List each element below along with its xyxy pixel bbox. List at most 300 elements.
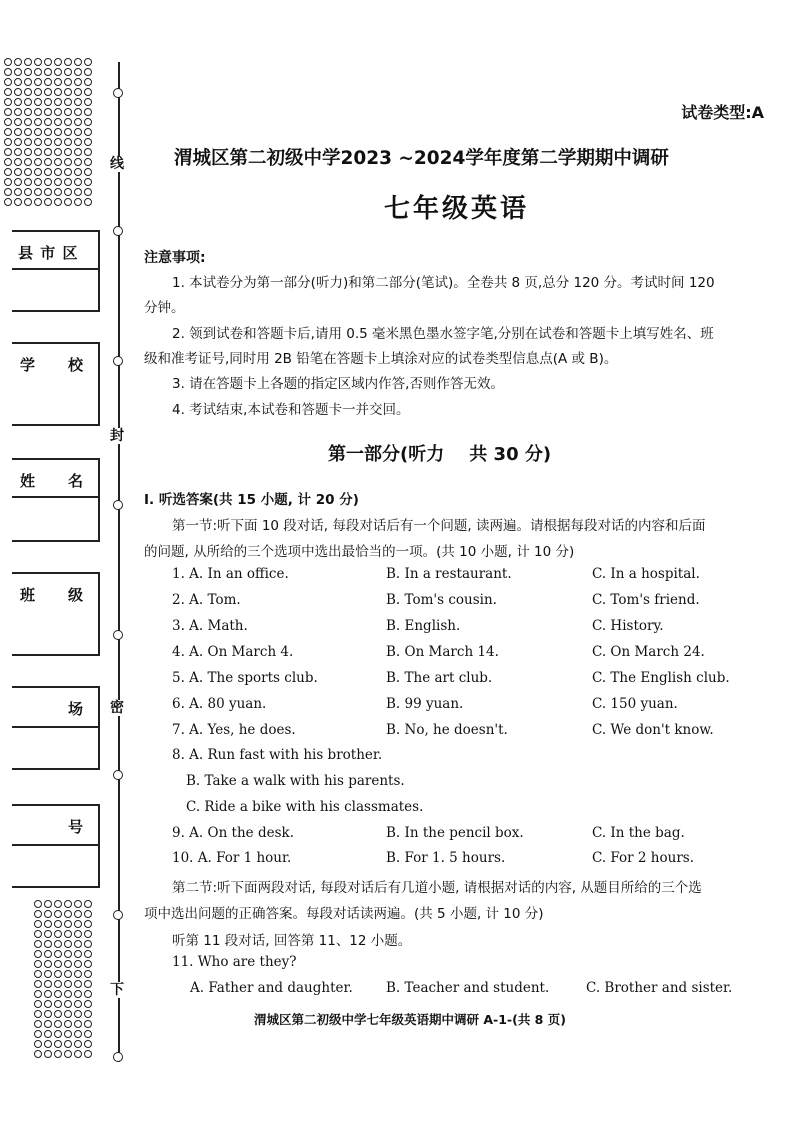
binding-dot [64, 58, 72, 66]
binding-dot [64, 1030, 72, 1038]
binding-dot [64, 950, 72, 958]
binding-dot [4, 68, 12, 76]
binding-dot [44, 178, 52, 186]
binding-dot [64, 990, 72, 998]
binding-dot [14, 198, 22, 206]
q8-option-a: 8. A. Run fast with his brother. [172, 747, 383, 763]
binding-dot [54, 118, 62, 126]
binding-dot [44, 1050, 52, 1058]
binding-dot [64, 910, 72, 918]
binding-dot [64, 940, 72, 948]
binding-circle [113, 630, 123, 640]
binding-dot [64, 198, 72, 206]
binding-dot [14, 88, 22, 96]
binding-dot [44, 98, 52, 106]
binding-dot [24, 178, 32, 186]
binding-dot [14, 58, 22, 66]
binding-dot [24, 78, 32, 86]
binding-dot [74, 960, 82, 968]
question-option-a: 6. A. 80 yuan. [172, 696, 267, 712]
binding-dot [44, 920, 52, 928]
binding-dot [4, 88, 12, 96]
binding-dot [44, 1000, 52, 1008]
binding-dot [84, 78, 92, 86]
binding-dot-pattern [34, 900, 94, 1060]
exam-room-label: 场 [67, 700, 84, 718]
binding-dot [74, 188, 82, 196]
binding-dot [84, 98, 92, 106]
seal-char-feng: 封 [110, 428, 124, 444]
question-option-a: 2. A. Tom. [172, 592, 241, 608]
binding-circle [113, 500, 123, 510]
binding-dot [84, 1050, 92, 1058]
binding-dot [64, 178, 72, 186]
binding-dot [54, 168, 62, 176]
binding-dot [74, 178, 82, 186]
binding-dot [64, 1000, 72, 1008]
seal-char-mi: 密 [110, 700, 124, 716]
binding-dot [64, 88, 72, 96]
binding-dot [54, 98, 62, 106]
binding-circle [113, 910, 123, 920]
q11-option-b: B. Teacher and student. [386, 980, 550, 996]
binding-dot [34, 990, 42, 998]
binding-dot [74, 950, 82, 958]
question-option-c: C. The English club. [592, 670, 730, 686]
binding-dot [84, 1010, 92, 1018]
binding-dot [64, 900, 72, 908]
binding-dot [54, 920, 62, 928]
binding-dot [74, 158, 82, 166]
binding-dot [34, 198, 42, 206]
binding-dot [34, 108, 42, 116]
binding-dot [44, 900, 52, 908]
binding-dot [54, 1030, 62, 1038]
note-4: 4. 考试结束,本试卷和答题卡一并交回。 [172, 402, 410, 418]
binding-dot [54, 1050, 62, 1058]
binding-dot [64, 108, 72, 116]
note-2-cont: 级和准考证号,同时用 2B 铅笔在答题卡上填涂对应的试卷类型信息点(A 或 B)。 [144, 351, 618, 367]
binding-dot [34, 920, 42, 928]
binding-dot [74, 940, 82, 948]
binding-dot [54, 158, 62, 166]
binding-dot [74, 1050, 82, 1058]
binding-dot [24, 88, 32, 96]
binding-dot [4, 198, 12, 206]
binding-dot [74, 900, 82, 908]
binding-dot [44, 990, 52, 998]
binding-dot [84, 920, 92, 928]
binding-dot [74, 108, 82, 116]
binding-dot [54, 970, 62, 978]
binding-dot [84, 900, 92, 908]
binding-dot [34, 970, 42, 978]
binding-dot [14, 158, 22, 166]
binding-dot [34, 960, 42, 968]
binding-dot [4, 168, 12, 176]
seal-char-xia: 下 [110, 982, 124, 998]
binding-dot [34, 98, 42, 106]
binding-dot [74, 78, 82, 86]
question-option-c: C. In a hospital. [592, 566, 700, 582]
binding-dot [34, 138, 42, 146]
binding-dot [54, 138, 62, 146]
binding-dot [74, 118, 82, 126]
binding-dot [84, 970, 92, 978]
binding-dot [64, 1020, 72, 1028]
page-footer: 渭城区第二初级中学七年级英语期中调研 A-1-(共 8 页) [254, 1012, 566, 1027]
class-field [12, 572, 100, 656]
binding-dot [34, 900, 42, 908]
binding-dot [34, 980, 42, 988]
binding-dot [64, 920, 72, 928]
exam-number-label: 号 [67, 818, 84, 836]
binding-dot [4, 58, 12, 66]
binding-dot [14, 178, 22, 186]
binding-dot [84, 58, 92, 66]
school-title: 渭城区第二初级中学2023 ~2024学年度第二学期期中调研 [174, 148, 669, 169]
binding-dot [34, 148, 42, 156]
question-option-c: C. We don't know. [592, 722, 714, 738]
question-option-c: C. In the bag. [592, 825, 685, 841]
binding-dot [64, 78, 72, 86]
binding-dot [54, 58, 62, 66]
binding-dot [14, 168, 22, 176]
binding-dot [34, 128, 42, 136]
binding-dot [34, 78, 42, 86]
binding-dot [44, 78, 52, 86]
binding-dot [14, 138, 22, 146]
q11-option-c: C. Brother and sister. [586, 980, 733, 996]
binding-dot [54, 68, 62, 76]
binding-dot [74, 930, 82, 938]
sub1-instruction: 第一节:听下面 10 段对话, 每段对话后有一个问题, 读两遍。请根据每段对话的内容和后面 [172, 518, 706, 534]
binding-dot [64, 158, 72, 166]
paper-type: 试卷类型:A [681, 103, 764, 122]
binding-dot [74, 98, 82, 106]
binding-dot [64, 138, 72, 146]
binding-dot [54, 910, 62, 918]
binding-dot [74, 1010, 82, 1018]
binding-dot [74, 1040, 82, 1048]
binding-dot [14, 78, 22, 86]
binding-dot-pattern [4, 58, 94, 208]
binding-dot [64, 98, 72, 106]
binding-dot [84, 108, 92, 116]
binding-circle [113, 226, 123, 236]
binding-dot [24, 128, 32, 136]
notes-heading: 注意事项: [144, 250, 206, 266]
binding-circle [113, 770, 123, 780]
binding-dot [74, 920, 82, 928]
binding-dot [34, 1000, 42, 1008]
binding-dot [34, 930, 42, 938]
binding-dot [54, 980, 62, 988]
binding-dot [4, 98, 12, 106]
binding-dot [54, 78, 62, 86]
question-option-c: C. On March 24. [592, 644, 705, 660]
binding-dot [34, 58, 42, 66]
sub2-instruction-cont: 项中选出问题的正确答案。每段对话读两遍。(共 5 小题, 计 10 分) [144, 906, 544, 922]
binding-dot [34, 1010, 42, 1018]
name-field [12, 458, 100, 542]
binding-dot [84, 990, 92, 998]
binding-dot [24, 108, 32, 116]
binding-dot [44, 1010, 52, 1018]
binding-dot [34, 1030, 42, 1038]
binding-dot [44, 148, 52, 156]
binding-dot [74, 990, 82, 998]
binding-dot [74, 68, 82, 76]
binding-dot [74, 1030, 82, 1038]
binding-dot [54, 900, 62, 908]
binding-dot [24, 98, 32, 106]
binding-dot [4, 118, 12, 126]
county-label: 县 市 区 [18, 244, 79, 262]
binding-dot [84, 128, 92, 136]
binding-dot [4, 178, 12, 186]
school-label-2: 校 [67, 356, 84, 374]
binding-dot [44, 980, 52, 988]
binding-dot [64, 1010, 72, 1018]
binding-dot [44, 158, 52, 166]
binding-dot [24, 198, 32, 206]
name-label: 姓 [20, 472, 37, 490]
binding-dot [74, 970, 82, 978]
binding-dot [44, 198, 52, 206]
question-option-b: B. English. [386, 618, 461, 634]
binding-dot [54, 88, 62, 96]
binding-dot [84, 168, 92, 176]
binding-dot [54, 950, 62, 958]
note-3: 3. 请在答题卡上各题的指定区域内作答,否则作答无效。 [172, 376, 504, 392]
question-option-b: B. For 1. 5 hours. [386, 850, 506, 866]
binding-dot [44, 168, 52, 176]
sub2-instruction: 第二节:听下面两段对话, 每段对话后有几道小题, 请根据对话的内容, 从题目所给的三个选 [172, 880, 702, 896]
binding-dot [64, 118, 72, 126]
sub1-instruction-cont: 的问题, 从所给的三个选项中选出最恰当的一项。(共 10 小题, 计 10 分) [144, 544, 575, 560]
binding-dot [84, 930, 92, 938]
binding-dot [74, 1020, 82, 1028]
binding-dot [54, 108, 62, 116]
binding-dot [64, 68, 72, 76]
binding-dot [84, 198, 92, 206]
binding-dot [44, 58, 52, 66]
binding-dot [34, 950, 42, 958]
binding-dot [54, 198, 62, 206]
binding-dot [84, 960, 92, 968]
question-option-a: 10. A. For 1 hour. [172, 850, 292, 866]
dialog-intro: 听第 11 段对话, 回答第 11、12 小题。 [172, 933, 412, 949]
question-option-b: B. 99 yuan. [386, 696, 464, 712]
binding-dot [64, 168, 72, 176]
question-option-c: C. For 2 hours. [592, 850, 695, 866]
binding-dot [14, 68, 22, 76]
class-label-2: 级 [67, 586, 84, 604]
binding-circle [113, 88, 123, 98]
binding-dot [64, 970, 72, 978]
binding-dot [84, 1030, 92, 1038]
binding-dot [44, 1030, 52, 1038]
binding-dot [14, 118, 22, 126]
binding-dot [84, 188, 92, 196]
question-option-b: B. No, he doesn't. [386, 722, 508, 738]
question-option-c: C. Tom's friend. [592, 592, 700, 608]
binding-dot [44, 1040, 52, 1048]
binding-dot [44, 960, 52, 968]
question-option-a: 9. A. On the desk. [172, 825, 294, 841]
binding-dot [44, 128, 52, 136]
binding-dot [54, 930, 62, 938]
binding-dot [4, 78, 12, 86]
binding-dot [54, 1000, 62, 1008]
binding-dot [64, 1050, 72, 1058]
binding-dot [34, 88, 42, 96]
binding-dot [24, 118, 32, 126]
binding-dot [84, 88, 92, 96]
exam-number-field [12, 804, 100, 888]
question-option-a: 4. A. On March 4. [172, 644, 294, 660]
binding-dot [34, 1050, 42, 1058]
binding-dot [54, 148, 62, 156]
binding-dot [84, 138, 92, 146]
binding-dot [74, 168, 82, 176]
binding-dot [44, 930, 52, 938]
binding-dot [34, 1040, 42, 1048]
binding-dot [54, 178, 62, 186]
binding-dot [54, 1040, 62, 1048]
binding-dot [74, 198, 82, 206]
binding-dot [64, 148, 72, 156]
binding-dot [34, 158, 42, 166]
question-option-a: 1. A. In an office. [172, 566, 289, 582]
binding-dot [44, 68, 52, 76]
question-option-c: C. 150 yuan. [592, 696, 678, 712]
part-one-title: 第一部分(听力 共 30 分) [328, 444, 552, 465]
question-option-b: B. In a restaurant. [386, 566, 512, 582]
note-2: 2. 领到试卷和答题卡后,请用 0.5 毫米黑色墨水签字笔,分别在试卷和答题卡上填写姓名、班 [172, 326, 714, 342]
binding-dot [64, 188, 72, 196]
subject-title: 七年级英语 [384, 194, 530, 224]
binding-dot [24, 148, 32, 156]
binding-dot [84, 68, 92, 76]
binding-dot [84, 118, 92, 126]
binding-dot [14, 148, 22, 156]
school-label: 学 [20, 356, 37, 374]
binding-dot [74, 1000, 82, 1008]
binding-dot [24, 168, 32, 176]
binding-dot [44, 118, 52, 126]
county-field [12, 230, 100, 312]
seal-char-xian: 线 [110, 156, 124, 172]
binding-dot [24, 158, 32, 166]
binding-dot [14, 188, 22, 196]
exam-room-field [12, 686, 100, 770]
binding-dot [4, 108, 12, 116]
binding-dot [64, 980, 72, 988]
binding-dot [54, 1010, 62, 1018]
binding-dot [84, 910, 92, 918]
binding-dot [34, 910, 42, 918]
binding-dot [84, 1020, 92, 1028]
binding-dot [54, 128, 62, 136]
binding-dot [64, 960, 72, 968]
class-label: 班 [20, 586, 37, 604]
binding-dot [84, 158, 92, 166]
binding-dot [84, 178, 92, 186]
q11-option-a: A. Father and daughter. [190, 980, 353, 996]
question-option-b: B. In the pencil box. [386, 825, 524, 841]
binding-dot [54, 1020, 62, 1028]
note-1: 1. 本试卷分为第一部分(听力)和第二部分(笔试)。全卷共 8 页,总分 120 分。考试时间 120 [172, 275, 715, 291]
binding-dot [44, 1020, 52, 1028]
name-label-2: 名 [67, 472, 84, 490]
binding-dot [34, 178, 42, 186]
binding-dot [4, 158, 12, 166]
question-option-a: 5. A. The sports club. [172, 670, 318, 686]
binding-dot [14, 108, 22, 116]
binding-dot [84, 148, 92, 156]
note-1-cont: 分钟。 [144, 300, 185, 316]
binding-dot [44, 108, 52, 116]
binding-dot [54, 990, 62, 998]
binding-circle [113, 1052, 123, 1062]
binding-dot [14, 128, 22, 136]
binding-dot [84, 1040, 92, 1048]
binding-dot [4, 188, 12, 196]
binding-circle [113, 356, 123, 366]
binding-dot [74, 910, 82, 918]
binding-dot [84, 950, 92, 958]
binding-dot [44, 950, 52, 958]
binding-dot [84, 980, 92, 988]
binding-dot [74, 128, 82, 136]
binding-dot [24, 188, 32, 196]
question-option-b: B. Tom's cousin. [386, 592, 497, 608]
question-option-a: 3. A. Math. [172, 618, 248, 634]
binding-dot [54, 940, 62, 948]
binding-dot [64, 128, 72, 136]
binding-dot [74, 58, 82, 66]
binding-dot [44, 188, 52, 196]
binding-dot [34, 118, 42, 126]
binding-dot [44, 138, 52, 146]
binding-dot [24, 68, 32, 76]
q8-option-c: C. Ride a bike with his classmates. [186, 799, 424, 815]
binding-dot [34, 1020, 42, 1028]
question-option-a: 7. A. Yes, he does. [172, 722, 296, 738]
binding-dot [24, 138, 32, 146]
section-title: Ⅰ. 听选答案(共 15 小题, 计 20 分) [144, 492, 359, 508]
binding-dot [44, 970, 52, 978]
binding-dot [14, 98, 22, 106]
q8-option-b: B. Take a walk with his parents. [186, 773, 405, 789]
binding-dot [4, 128, 12, 136]
binding-dot [34, 68, 42, 76]
binding-dot [34, 940, 42, 948]
binding-dot [4, 148, 12, 156]
binding-dot [24, 58, 32, 66]
binding-dot [54, 960, 62, 968]
binding-dot [34, 188, 42, 196]
binding-dot [54, 188, 62, 196]
binding-dot [84, 1000, 92, 1008]
question-option-b: B. The art club. [386, 670, 493, 686]
question-option-c: C. History. [592, 618, 664, 634]
binding-dot [84, 940, 92, 948]
question-option-b: B. On March 14. [386, 644, 499, 660]
binding-dot [74, 88, 82, 96]
